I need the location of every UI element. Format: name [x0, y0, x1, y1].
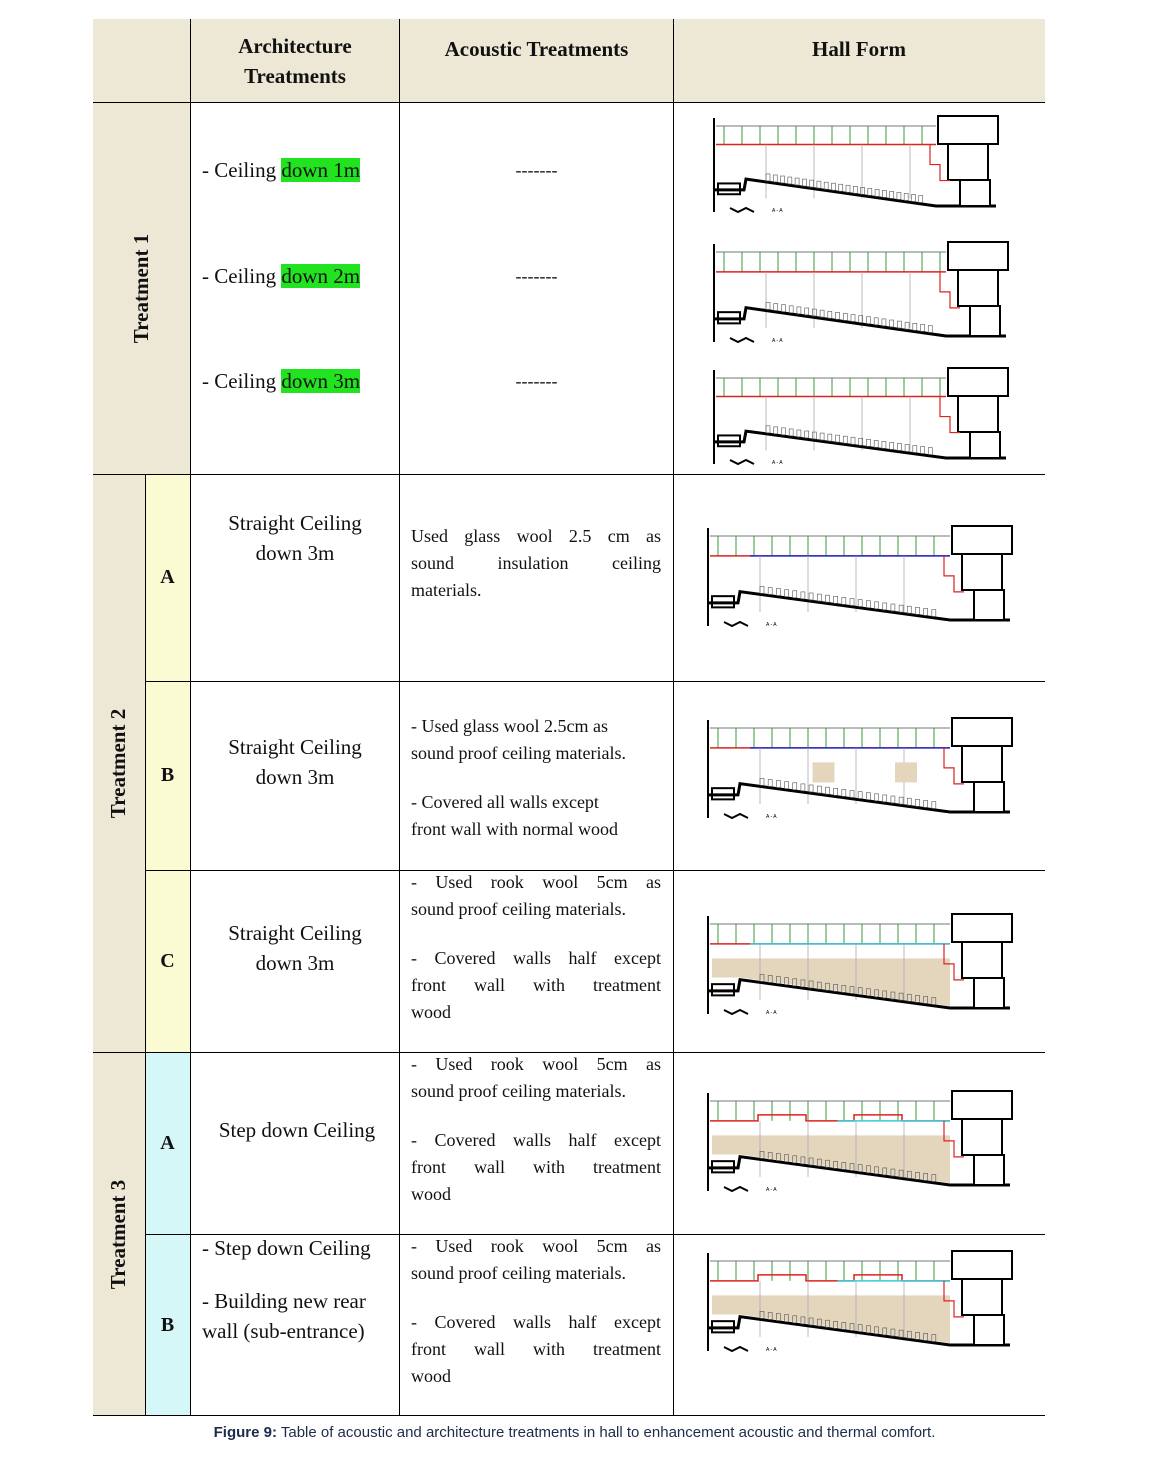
- seat: [802, 179, 806, 186]
- seat: [883, 795, 887, 802]
- seat: [834, 596, 838, 603]
- section-label: A - A: [772, 460, 783, 466]
- t2-acoustic-c: - Used rook wool 5cm as sound proof ceiling materials. - Covered walls half except front wall with treatment wood: [411, 872, 661, 1022]
- seat: [820, 433, 824, 440]
- t1-arch-2: - Ceiling down 2m: [202, 264, 361, 288]
- scale-bar: [730, 460, 754, 464]
- lower-block: [974, 782, 1004, 812]
- raked-floor: [714, 179, 996, 206]
- seat: [921, 447, 925, 454]
- t2-sub-a: A: [145, 474, 190, 681]
- seat: [905, 322, 909, 329]
- seat: [921, 324, 925, 331]
- seat: [774, 427, 778, 434]
- seat: [919, 196, 923, 203]
- hall-section-drawing: [700, 520, 1020, 632]
- seat: [866, 317, 870, 324]
- seat: [760, 586, 764, 593]
- seat: [768, 587, 772, 594]
- section-label: A - A: [766, 1347, 777, 1353]
- seat: [891, 796, 895, 803]
- seat: [760, 778, 764, 785]
- t1-arch-3: - Ceiling down 3m: [202, 369, 361, 393]
- divider: [673, 19, 674, 1416]
- header-architecture: Architecture Treatments: [238, 33, 352, 88]
- seat: [851, 315, 855, 322]
- seat: [911, 195, 915, 202]
- seat: [766, 426, 770, 433]
- seat: [915, 799, 919, 806]
- section-label: A - A: [772, 338, 783, 344]
- middle-block: [958, 396, 998, 432]
- scale-bar: [730, 208, 754, 212]
- seat: [785, 590, 789, 597]
- seat: [831, 183, 835, 190]
- middle-block: [962, 1279, 1002, 1315]
- scale-bar: [724, 1347, 748, 1351]
- scale-bar: [724, 1010, 748, 1014]
- seat: [890, 191, 894, 198]
- seat: [875, 602, 879, 609]
- t3-arch-a: Step down Ceiling: [218, 1118, 376, 1142]
- divider: [93, 1415, 1045, 1416]
- seat: [834, 788, 838, 795]
- seat: [825, 787, 829, 794]
- seat: [932, 610, 936, 617]
- scale-bar: [724, 1187, 748, 1191]
- seat: [839, 184, 843, 191]
- seat: [924, 608, 928, 615]
- lower-block: [970, 306, 1000, 336]
- seat: [801, 592, 805, 599]
- lower-block: [970, 432, 1000, 458]
- seat: [768, 779, 772, 786]
- seat: [766, 303, 770, 310]
- seat: [843, 436, 847, 443]
- section-label: A - A: [766, 814, 777, 820]
- seat: [793, 783, 797, 790]
- seat: [766, 174, 770, 181]
- middle-block: [962, 942, 1002, 978]
- seat: [850, 599, 854, 606]
- seat: [907, 606, 911, 613]
- seat: [882, 441, 886, 448]
- upper-block: [938, 116, 998, 144]
- seat: [820, 310, 824, 317]
- middle-block: [962, 746, 1002, 782]
- seat: [904, 193, 908, 200]
- seat: [817, 181, 821, 188]
- header-acoustic: Acoustic Treatments: [444, 37, 629, 61]
- raked-floor: [708, 592, 1010, 620]
- t2-arch-b: Straight Ceiling down 3m: [228, 735, 362, 789]
- divider: [399, 19, 400, 1416]
- treatment-3-label: Treatment 3: [93, 1052, 145, 1416]
- seat: [897, 443, 901, 450]
- seat: [828, 434, 832, 441]
- upper-block: [948, 368, 1008, 396]
- hall-section-drawing: [706, 110, 1006, 218]
- upper-block: [952, 1091, 1012, 1119]
- section-label: A - A: [766, 1187, 777, 1193]
- highlight: down 2m: [281, 264, 361, 288]
- seat: [836, 312, 840, 319]
- seat: [851, 437, 855, 444]
- scale-bar: [730, 338, 754, 342]
- seat: [915, 607, 919, 614]
- t2-sub-b: B: [145, 681, 190, 870]
- raked-floor: [714, 308, 1006, 336]
- seat: [875, 189, 879, 196]
- seat: [836, 435, 840, 442]
- treatment-1-label: Treatment 1: [93, 102, 190, 474]
- seat: [882, 319, 886, 326]
- seat: [890, 320, 894, 327]
- raked-floor: [714, 431, 1006, 458]
- treatment-2-label: Treatment 2: [93, 474, 145, 1052]
- header-corner: [93, 19, 190, 102]
- divider: [145, 681, 1045, 682]
- seat: [785, 782, 789, 789]
- seat: [781, 305, 785, 312]
- seat: [924, 800, 928, 807]
- seat: [874, 318, 878, 325]
- seat: [789, 429, 793, 436]
- t2-sub-c: C: [145, 870, 190, 1052]
- hall-section-drawing: [700, 712, 1020, 824]
- divider: [93, 474, 1045, 475]
- seat: [781, 176, 785, 183]
- seat: [866, 439, 870, 446]
- seat: [913, 323, 917, 330]
- section-label: A - A: [766, 622, 777, 628]
- seat: [776, 589, 780, 596]
- seat: [842, 789, 846, 796]
- t2-acoustic-b: - Used glass wool 2.5cm as sound proof ceiling materials. - Covered all walls except front wall with normal wood: [411, 716, 626, 839]
- seat: [809, 785, 813, 792]
- seat: [890, 442, 894, 449]
- highlight: down 3m: [281, 369, 361, 393]
- seat: [875, 794, 879, 801]
- divider: [93, 1052, 1045, 1053]
- seat: [913, 446, 917, 453]
- seat: [897, 192, 901, 199]
- seat: [883, 603, 887, 610]
- seat: [899, 605, 903, 612]
- seat: [861, 187, 865, 194]
- seat: [793, 591, 797, 598]
- t3-arch-b-2: - Building new rear wall (sub-entrance): [202, 1289, 366, 1343]
- seat: [858, 600, 862, 607]
- seat: [810, 180, 814, 187]
- seat: [853, 186, 857, 193]
- hall-section-drawing: [706, 236, 1016, 348]
- ceiling-line: [710, 1115, 950, 1121]
- middle-block: [958, 270, 998, 306]
- middle-block: [948, 144, 988, 180]
- seat: [866, 601, 870, 608]
- seat: [828, 311, 832, 318]
- seat: [932, 802, 936, 809]
- lower-block: [974, 978, 1004, 1008]
- seat: [846, 185, 850, 192]
- t1-acoustic-2: -------: [515, 266, 558, 286]
- upper-block: [952, 914, 1012, 942]
- section-label: A - A: [772, 208, 783, 214]
- scale-bar: [724, 814, 748, 818]
- seat: [891, 604, 895, 611]
- t3-arch-b-1: - Step down Ceiling: [202, 1236, 371, 1260]
- lower-block: [974, 590, 1004, 620]
- divider: [190, 19, 191, 1416]
- seat: [928, 448, 932, 455]
- seat: [874, 440, 878, 447]
- t1-arch-1: - Ceiling down 1m: [202, 158, 361, 182]
- middle-block: [962, 1119, 1002, 1155]
- ceiling-line: [710, 1275, 950, 1281]
- hall-section-drawing: [700, 1245, 1020, 1357]
- seat: [843, 313, 847, 320]
- raked-floor: [708, 784, 1010, 812]
- seat: [774, 304, 778, 311]
- seat: [797, 430, 801, 437]
- divider: [145, 474, 146, 1416]
- highlight: down 1m: [281, 158, 361, 182]
- seat: [789, 306, 793, 313]
- seat: [817, 786, 821, 793]
- seat: [842, 597, 846, 604]
- middle-block: [962, 554, 1002, 590]
- seat: [817, 594, 821, 601]
- t2-acoustic-a: Used glass wool 2.5 cm as sound insulation ceiling materials.: [411, 526, 661, 600]
- seat: [825, 595, 829, 602]
- seat: [809, 593, 813, 600]
- seat: [850, 791, 854, 798]
- hall-section-drawing: [700, 1085, 1020, 1197]
- lower-block: [974, 1155, 1004, 1185]
- seat: [797, 307, 801, 314]
- seat: [824, 182, 828, 189]
- section-label: A - A: [766, 1010, 777, 1016]
- scale-bar: [724, 622, 748, 626]
- t3-acoustic-b: - Used rook wool 5cm as sound proof ceiling materials. - Covered walls half except front wall with treatment wood: [411, 1236, 661, 1386]
- seat: [928, 325, 932, 332]
- seat: [899, 797, 903, 804]
- t3-acoustic-a: - Used rook wool 5cm as sound proof ceiling materials. - Covered walls half except front wall with treatment wood: [411, 1054, 661, 1204]
- divider: [145, 870, 1045, 871]
- seat: [907, 798, 911, 805]
- figure-caption: Figure 9: Table of acoustic and architecture treatments in hall to enhancement acoustic and thermal comfort.: [213, 1424, 936, 1441]
- hall-section-drawing: [700, 908, 1020, 1020]
- upper-block: [952, 718, 1012, 746]
- seat: [805, 308, 809, 315]
- hall-section-drawing: [706, 362, 1016, 470]
- seat: [882, 190, 886, 197]
- t3-sub-b: B: [145, 1234, 190, 1416]
- seat: [788, 177, 792, 184]
- t2-arch-a: Straight Ceiling down 3m: [228, 511, 362, 565]
- seat: [773, 175, 777, 182]
- seat: [781, 428, 785, 435]
- wood-panel: [813, 762, 835, 782]
- seat: [795, 178, 799, 185]
- lower-block: [960, 180, 990, 206]
- upper-block: [952, 1251, 1012, 1279]
- header-hall-form: Hall Form: [812, 37, 906, 61]
- seat: [858, 792, 862, 799]
- lower-block: [974, 1315, 1004, 1345]
- seat: [905, 445, 909, 452]
- seat: [801, 784, 805, 791]
- seat: [897, 321, 901, 328]
- t3-sub-a: A: [145, 1052, 190, 1234]
- t1-acoustic-1: -------: [515, 160, 558, 180]
- t2-arch-c: Straight Ceiling down 3m: [228, 921, 362, 975]
- wood-panel: [895, 762, 917, 782]
- t1-acoustic-3: -------: [515, 371, 558, 391]
- seat: [866, 793, 870, 800]
- seat: [805, 431, 809, 438]
- seat: [776, 781, 780, 788]
- upper-block: [952, 526, 1012, 554]
- upper-block: [948, 242, 1008, 270]
- divider: [145, 1234, 1045, 1235]
- divider: [93, 102, 1045, 103]
- seat: [868, 188, 872, 195]
